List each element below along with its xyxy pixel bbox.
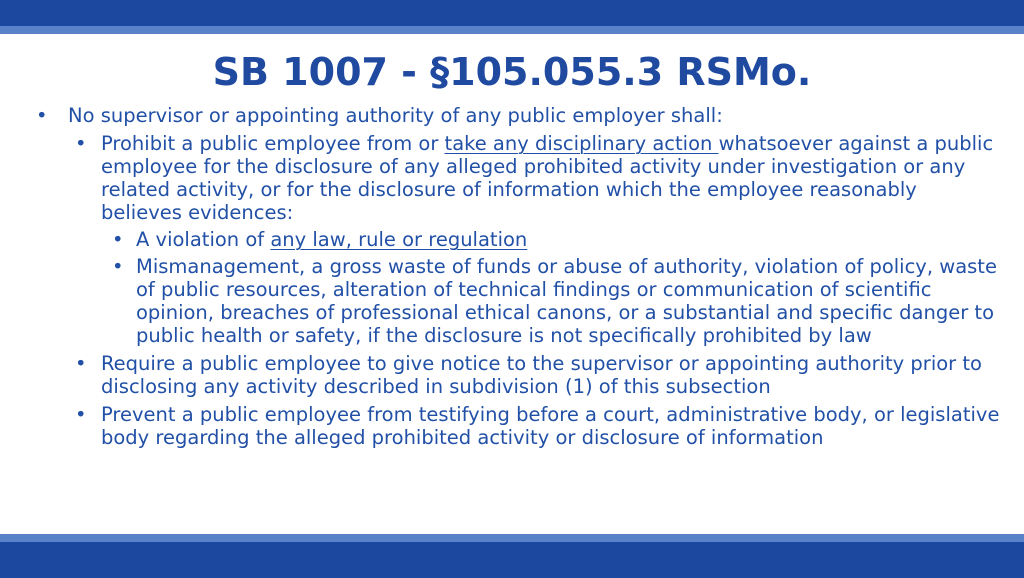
top-band-light <box>0 26 1024 34</box>
prevent-testifying-text: Prevent a public employee from testifying before a court, administrative body, or legislative body regarding the alleged prohibited activity or disclosure of information <box>101 403 1000 449</box>
bullet-icon: • <box>112 255 124 278</box>
bullet-icon: • <box>112 228 124 251</box>
prohibit-text-end: whatsoever against a public employee for the disclosure of any alleged prohibited activity under investigation or any related activity, or for the disclosure of information which the employee reasonably believes evidences: <box>101 132 994 224</box>
bullet-icon: • <box>75 132 87 155</box>
bullet-prevent-testifying <box>30 403 1000 449</box>
slide-title: SB 1007 - §105.055.3 RSMo. <box>212 50 812 94</box>
prohibit-text-start: Prohibit a public employee from or <box>101 132 445 155</box>
slide-body <box>30 104 1000 449</box>
bullet-icon: • <box>75 403 87 426</box>
bullet-prohibit <box>30 132 1000 224</box>
sub-bullet-mismanagement <box>30 255 1000 347</box>
bullet-icon: • <box>36 104 48 127</box>
disciplinary-action-link[interactable]: take any disciplinary action <box>444 132 719 155</box>
sub-bullet-violation <box>30 228 1000 251</box>
mismanagement-text: Mismanagement, a gross waste of funds or abuse of authority, violation of policy, waste of public resources, alteration of technical findings or communication of scientific opinion, breaches of professional ethical canons, or a substantial and specific danger to public health or safety, if the disclosure is not specifically prohibited by law <box>136 255 997 347</box>
require-notice-text: Require a public employee to give notice to the supervisor or appointing authority prior to disclosing any activity described in subdivision (1) of this subsection <box>101 352 982 398</box>
bottom-band-light <box>0 534 1024 542</box>
bullet-icon: • <box>75 352 87 375</box>
bottom-band-dark <box>0 542 1024 578</box>
law-rule-regulation-link[interactable]: any law, rule or regulation <box>270 228 528 251</box>
bullet-require-notice <box>30 352 1000 398</box>
bullet-intro <box>30 104 1000 127</box>
violation-text: A violation of <box>136 228 271 251</box>
top-band-dark <box>0 0 1024 26</box>
intro-text: No supervisor or appointing authority of any public employer shall: <box>68 104 723 127</box>
